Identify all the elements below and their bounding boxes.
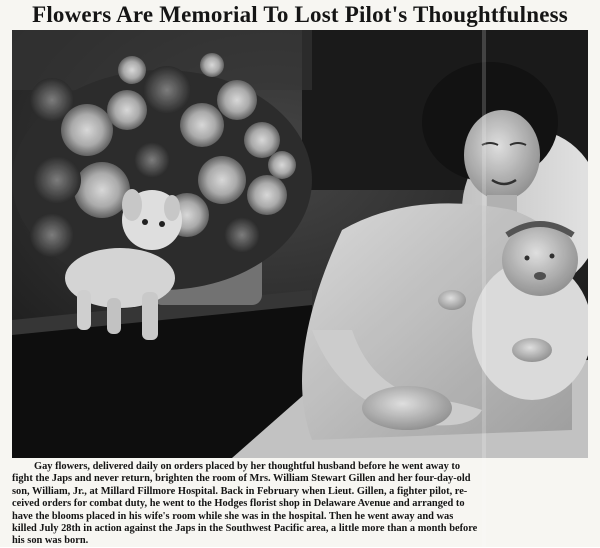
caption-line: ceived orders for combat duty, he went to the Hodges florist shop in Delaware Avenue and arranged to <box>12 498 465 510</box>
headline: Flowers Are Memorial To Lost Pilot's Thoughtfulness <box>32 2 568 27</box>
caption-line: his son was born. <box>12 535 89 547</box>
caption-line: fight the Japs and never return, brighten the room of Mrs. William Stewart Gillen and her four-day-old <box>12 473 471 485</box>
caption-line: killed July 28th in action against the Japs in the Southwest Pacific area, a little more than a month before <box>12 523 478 535</box>
photo-illustration <box>12 30 588 458</box>
caption-line: Gay flowers, delivered daily on orders placed by her thoughtful husband before he went away to <box>34 461 461 472</box>
caption-line: have the blooms placed in his wife's room while she was in the hospital. Then he went away and was <box>12 510 454 522</box>
caption-line: son, William, Jr., at Millard Fillmore Hospital. Back in February when Lieut. Gillen, a fighter pilot, re- <box>12 485 468 497</box>
photo-caption <box>12 461 588 548</box>
news-photo <box>12 30 588 458</box>
paper-fold-crease <box>482 28 486 547</box>
